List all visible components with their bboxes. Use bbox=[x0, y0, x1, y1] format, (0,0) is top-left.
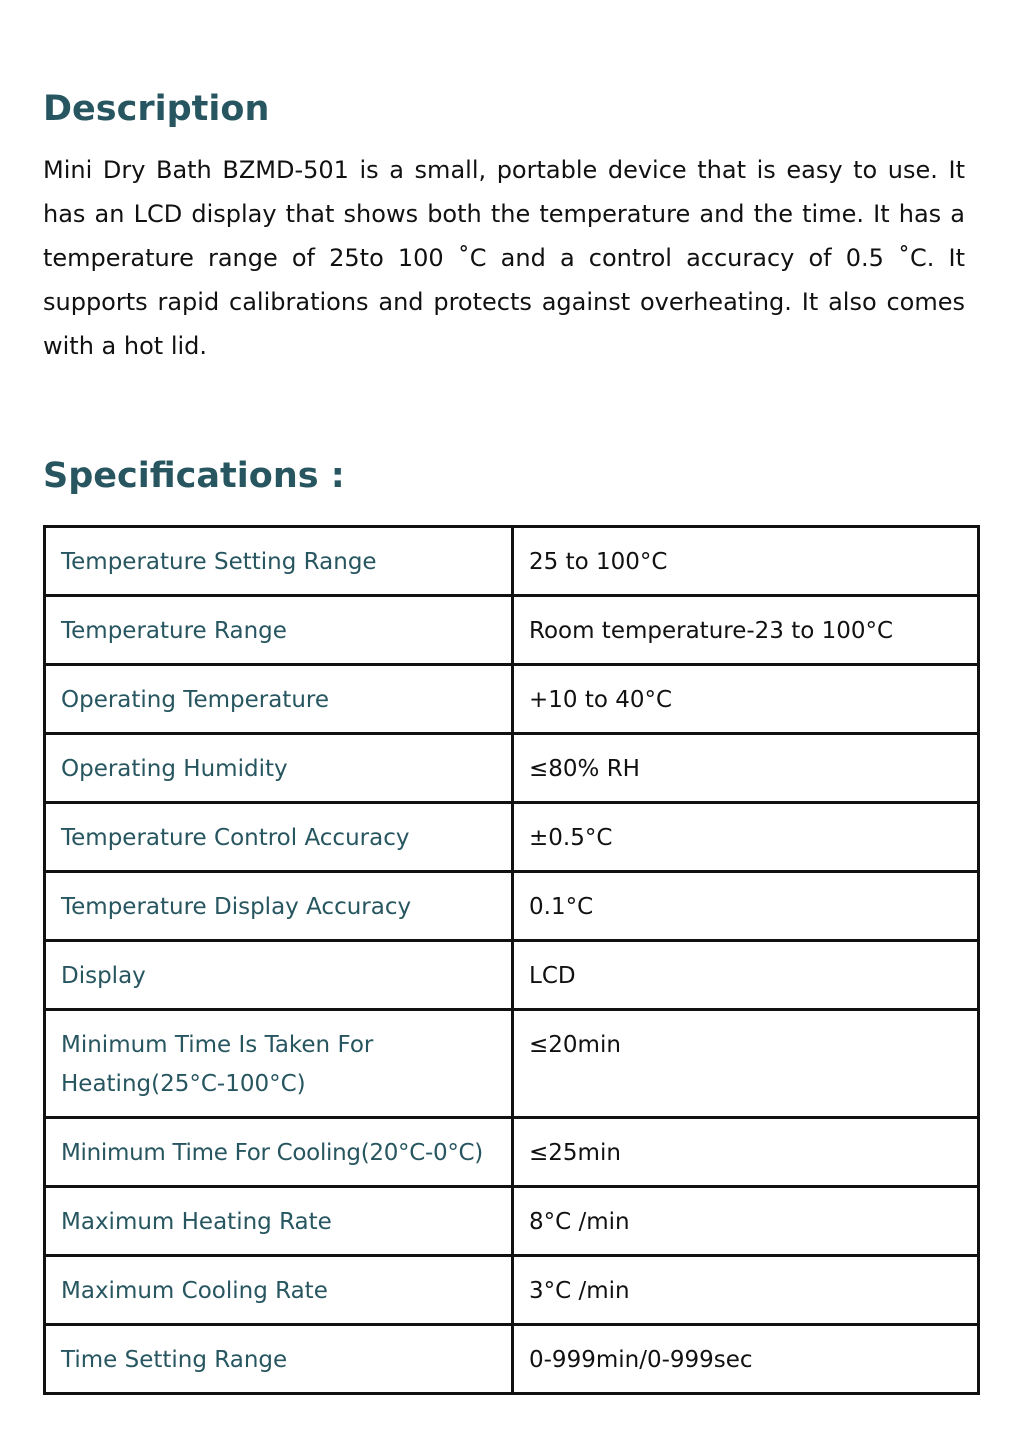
spec-value: 25 to 100°C bbox=[513, 527, 979, 596]
table-row bbox=[45, 734, 979, 803]
spec-label: Temperature Display Accuracy bbox=[45, 872, 513, 941]
table-row bbox=[45, 803, 979, 872]
table-row bbox=[45, 1256, 979, 1325]
spec-value: +10 to 40°C bbox=[513, 665, 979, 734]
table-row bbox=[45, 665, 979, 734]
spec-value: ≤25min bbox=[513, 1118, 979, 1187]
spec-value: Room temperature-23 to 100°C bbox=[513, 596, 979, 665]
description-heading: Description bbox=[43, 89, 270, 129]
spec-value: ≤20min bbox=[513, 1010, 979, 1118]
table-row bbox=[45, 1010, 979, 1118]
spec-label: Operating Humidity bbox=[45, 734, 513, 803]
spec-label: Operating Temperature bbox=[45, 665, 513, 734]
spec-value: 3°C /min bbox=[513, 1256, 979, 1325]
spec-value: ≤80% RH bbox=[513, 734, 979, 803]
spec-label: Minimum Time For Cooling(20°C-0°C) bbox=[45, 1118, 513, 1187]
table-row bbox=[45, 872, 979, 941]
table-row bbox=[45, 1118, 979, 1187]
table-row bbox=[45, 941, 979, 1010]
spec-label: Time Setting Range bbox=[45, 1325, 513, 1394]
table-row bbox=[45, 596, 979, 665]
spec-value: 0.1°C bbox=[513, 872, 979, 941]
spec-label: Display bbox=[45, 941, 513, 1010]
specifications-table bbox=[43, 525, 980, 1395]
table-row bbox=[45, 527, 979, 596]
specifications-heading: Specifications : bbox=[43, 456, 345, 496]
spec-label: Maximum Heating Rate bbox=[45, 1187, 513, 1256]
spec-label: Maximum Cooling Rate bbox=[45, 1256, 513, 1325]
description-text: Mini Dry Bath BZMD-501 is a small, portable device that is easy to use. It has an LCD display that shows both the temperature and the time. It has a temperature range of 25to 100 ˚C and a control accuracy of 0.5 ˚C. It supports rapid calibrations and protects against overheating. It also comes with a hot lid. bbox=[43, 156, 965, 360]
table-row bbox=[45, 1325, 979, 1394]
spec-label: Temperature Range bbox=[45, 596, 513, 665]
spec-value: LCD bbox=[513, 941, 979, 1010]
spec-label: Temperature Setting Range bbox=[45, 527, 513, 596]
spec-value: ±0.5°C bbox=[513, 803, 979, 872]
table-row bbox=[45, 1187, 979, 1256]
spec-label: Temperature Control Accuracy bbox=[45, 803, 513, 872]
spec-value: 0-999min/0-999sec bbox=[513, 1325, 979, 1394]
spec-value: 8°C /min bbox=[513, 1187, 979, 1256]
spec-label: Minimum Time Is Taken For Heating(25°C-100°C) bbox=[45, 1010, 513, 1118]
